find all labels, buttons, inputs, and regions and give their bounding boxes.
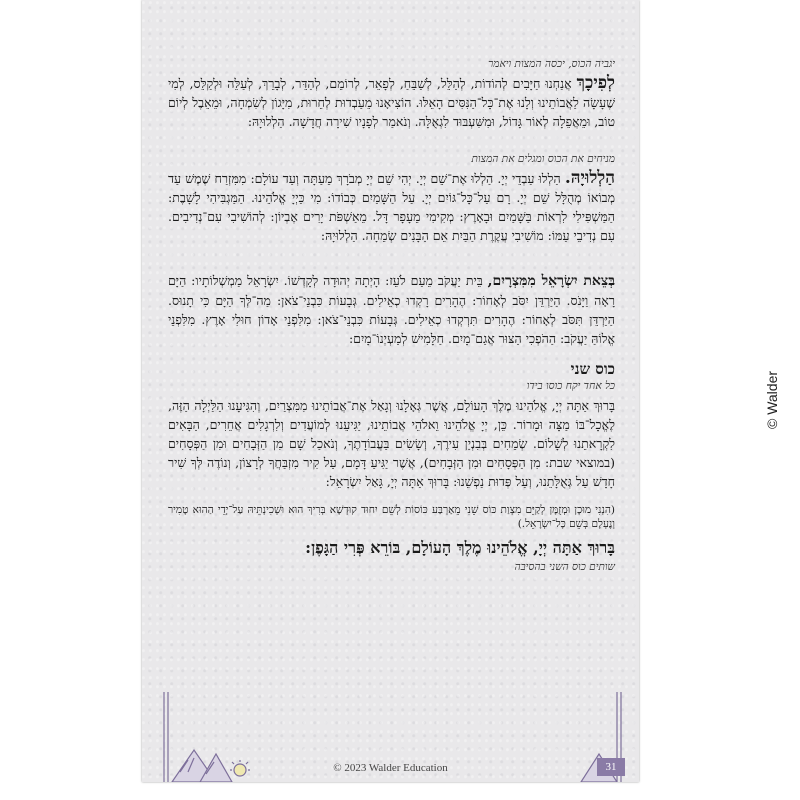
watermark-text: © Walder xyxy=(764,370,780,430)
halleluya-text: הַלְלוּ עַבְדֵי יְיָ. הַלְלוּ אֶת־שֵׁם יְיָ. יְהִי שֵׁם יְיָ מְבֹרָךְ מֵעַתָּה וְעַד עוֹלָם: מִמִּזְרַח שֶׁמֶשׁ עַד מְבוֹאוֹ מְהֻלָּל שֵׁם יְיָ. רָם עַל־כָּל־גּוֹיִם יְיָ. עַל הַשָּׁמַיִם כְּבוֹדוֹ: מִי כַּיְיָ אֱלֹהֵינוּ. הַמַּגְבִּיהִי לָשָׁבֶת: הַמַּשְׁפִּילִי לִרְאוֹת בַּשָּׁמַיִם וּבָאָרֶץ: מְקִימִי מֵעָפָר דָּל. מֵאַשְׁפֹּת יָרִים אֶבְיוֹן: לְהוֹשִׁיבִי עִם־נְדִיבִים. עִם נְדִיבֵי עַמּוֹ: מוֹשִׁיבִי עֲקֶרֶת הַבַּיִת אֵם הַבָּנִים שְׂמֵחָה. הַלְלוּיָהּ: xyxy=(168,171,615,243)
instruction-raise-cup: יגביה הכוס, יכסה המצות ויאמר xyxy=(488,58,615,70)
kos-sheni-blessing-text: בָּרוּךְ אַתָּה יְיָ, אֱלֹהֵינוּ מֶלֶךְ הָעוֹלָם, אֲשֶׁר גְּאָלָנוּ וְגָאַל אֶת־אֲבוֹתֵינוּ מִמִּצְרַיִם, וְהִגִּיעָנוּ הַלַּיְלָה הַזֶּה, לֶאֱכָל־בּוֹ מַצָּה וּמָרוֹר. כֵּן, יְיָ אֱלֹהֵינוּ וֵאלֹהֵי אֲבוֹתֵינוּ, יַגִּיעֵנוּ לְמוֹעֲדִים וְלִרְגָלִים אֲחֵרִים, הַבָּאִים לִקְרָאתֵנוּ לְשָׁלוֹם. שְׂמֵחִים בְּבִנְיַן עִירֶךָ, וְשָׂשִׂים בַּעֲבוֹדָתֶךָ, וְנֹאכַל שָׁם מִן הַזְּבָחִים וּמִן הַפְּסָחִים (במוצאי שבת: מִן הַפְּסָחִים וּמִן הַזְּבָחִים), אֲשֶׁר יַגִּיעַ דָּמָם, עַל קִיר מִזְבַּחֲךָ לְרָצוֹן, וְנוֹדֶה לְּךָ שִׁיר חָדָשׁ עַל גְּאֻלָּתֵנוּ, וְעַל פְּדוּת נַפְשֵׁנוּ: בָּרוּךְ אַתָּה יְיָ, גָּאַל יִשְׂרָאֵל: xyxy=(168,398,615,489)
haggadah-page xyxy=(142,0,639,782)
instruction-set-cup: מניחים את הכוס ומגלים את המצות xyxy=(471,153,615,165)
wine-blessing: בָּרוּךְ אַתָּה יְיָ, אֱלֹהֵינוּ מֶלֶךְ הָעוֹלָם, בּוֹרֵא פְּרִי הַגָּפֶן: xyxy=(305,538,615,557)
lefikhakh-lead: לְפִיכָךְ xyxy=(576,73,615,93)
halleluya-paragraph xyxy=(168,169,615,245)
page-content xyxy=(168,58,615,577)
lefikhakh-text: אֲנַחְנוּ חַיָּבִים לְהוֹדוֹת, לְהַלֵּל, לְשַׁבֵּחַ, לְפָאֵר, לְרוֹמֵם, לְהַדֵּר, לְבָרֵךְ, לְעַלֵּה וּלְקַלֵּס, לְמִי שֶׁעָשָׂה לַאֲבוֹתֵינוּ וְלָנוּ אֶת־כָּל־הַנִּסִּים הָאֵלּוּ. הוֹצִיאָנוּ מֵעַבְדוּת לְחֵרוּת, מִיָּגוֹן לְשִׂמְחָה, וּמֵאֵבֶל לְיוֹם טוֹב, וּמֵאֲפֵלָה לְאוֹר גָּדוֹל, וּמִשִּׁעְבּוּד לִגְאֻלָּה. וְנֹאמַר לְפָנָיו שִׁירָה חֲדָשָׁה. הַלְלוּיָהּ: xyxy=(168,76,615,129)
instruction-take-cup: כל אחד יקח כוסו בידו xyxy=(526,380,615,392)
instruction-drink: שותים כוס השני בהסיבה xyxy=(514,561,615,573)
page-number: 31 xyxy=(597,758,625,776)
lefikhakh-paragraph xyxy=(168,74,615,131)
halleluya-lead: הַלְלוּיָהּ. xyxy=(564,168,615,188)
kos-sheni-heading: כוס שני xyxy=(570,360,615,378)
copyright-footer: © 2023 Walder Education xyxy=(333,762,448,774)
kavanah-note: (הִנְנִי מוּכָן וּמְזֻמָּן לְקַיֵּם מִצְוַת כּוֹס שֵׁנִי מֵאַרְבַּע כּוֹסוֹת לְשֵׁם יִחוּד קוּדְשָׁא בְּרִיךְ הוּא וּשְׁכִינְתֵּיהּ עַל־יְדֵי הַהוּא טָמִיר וְנֶעְלָם בְּשֵׁם כָּל־יִשְׂרָאֵל.) xyxy=(168,504,615,530)
betzet-text: בֵּית יַעֲקֹב מֵעַם לֹעֵז: הָיְתָה יְהוּדָה לְקָדְשׁוֹ. יִשְׂרָאֵל מַמְשְׁלוֹתָיו: הַיָּם רָאָה וַיָּנֹס. הַיַּרְדֵּן יִסֹּב לְאָחוֹר: הֶהָרִים רָקְדוּ כְאֵילִים. גְּבָעוֹת כִּבְנֵי־צֹאן: מַה־לְּךָ הַיָּם כִּי תָנוּס. הַיַּרְדֵּן תִּסֹּב לְאָחוֹר: הֶהָרִים תִּרְקְדוּ כְאֵילִים. גְּבָעוֹת כִּבְנֵי־צֹאן: מִלִּפְנֵי אָדוֹן חוּלִי אָרֶץ. מִלִּפְנֵי אֱלוֹהַּ יַעֲקֹב: הַהֹפְכִי הַצּוּר אֲגַם־מָיִם. חַלָּמִישׁ לְמַעְיְנוֹ־מָיִם: xyxy=(168,273,615,346)
betzet-paragraph xyxy=(168,271,615,348)
betzet-lead: בְּצֵאת יִשְׂרָאֵל מִמִּצְרָיִם, xyxy=(487,273,615,289)
walder-watermark xyxy=(762,345,782,455)
